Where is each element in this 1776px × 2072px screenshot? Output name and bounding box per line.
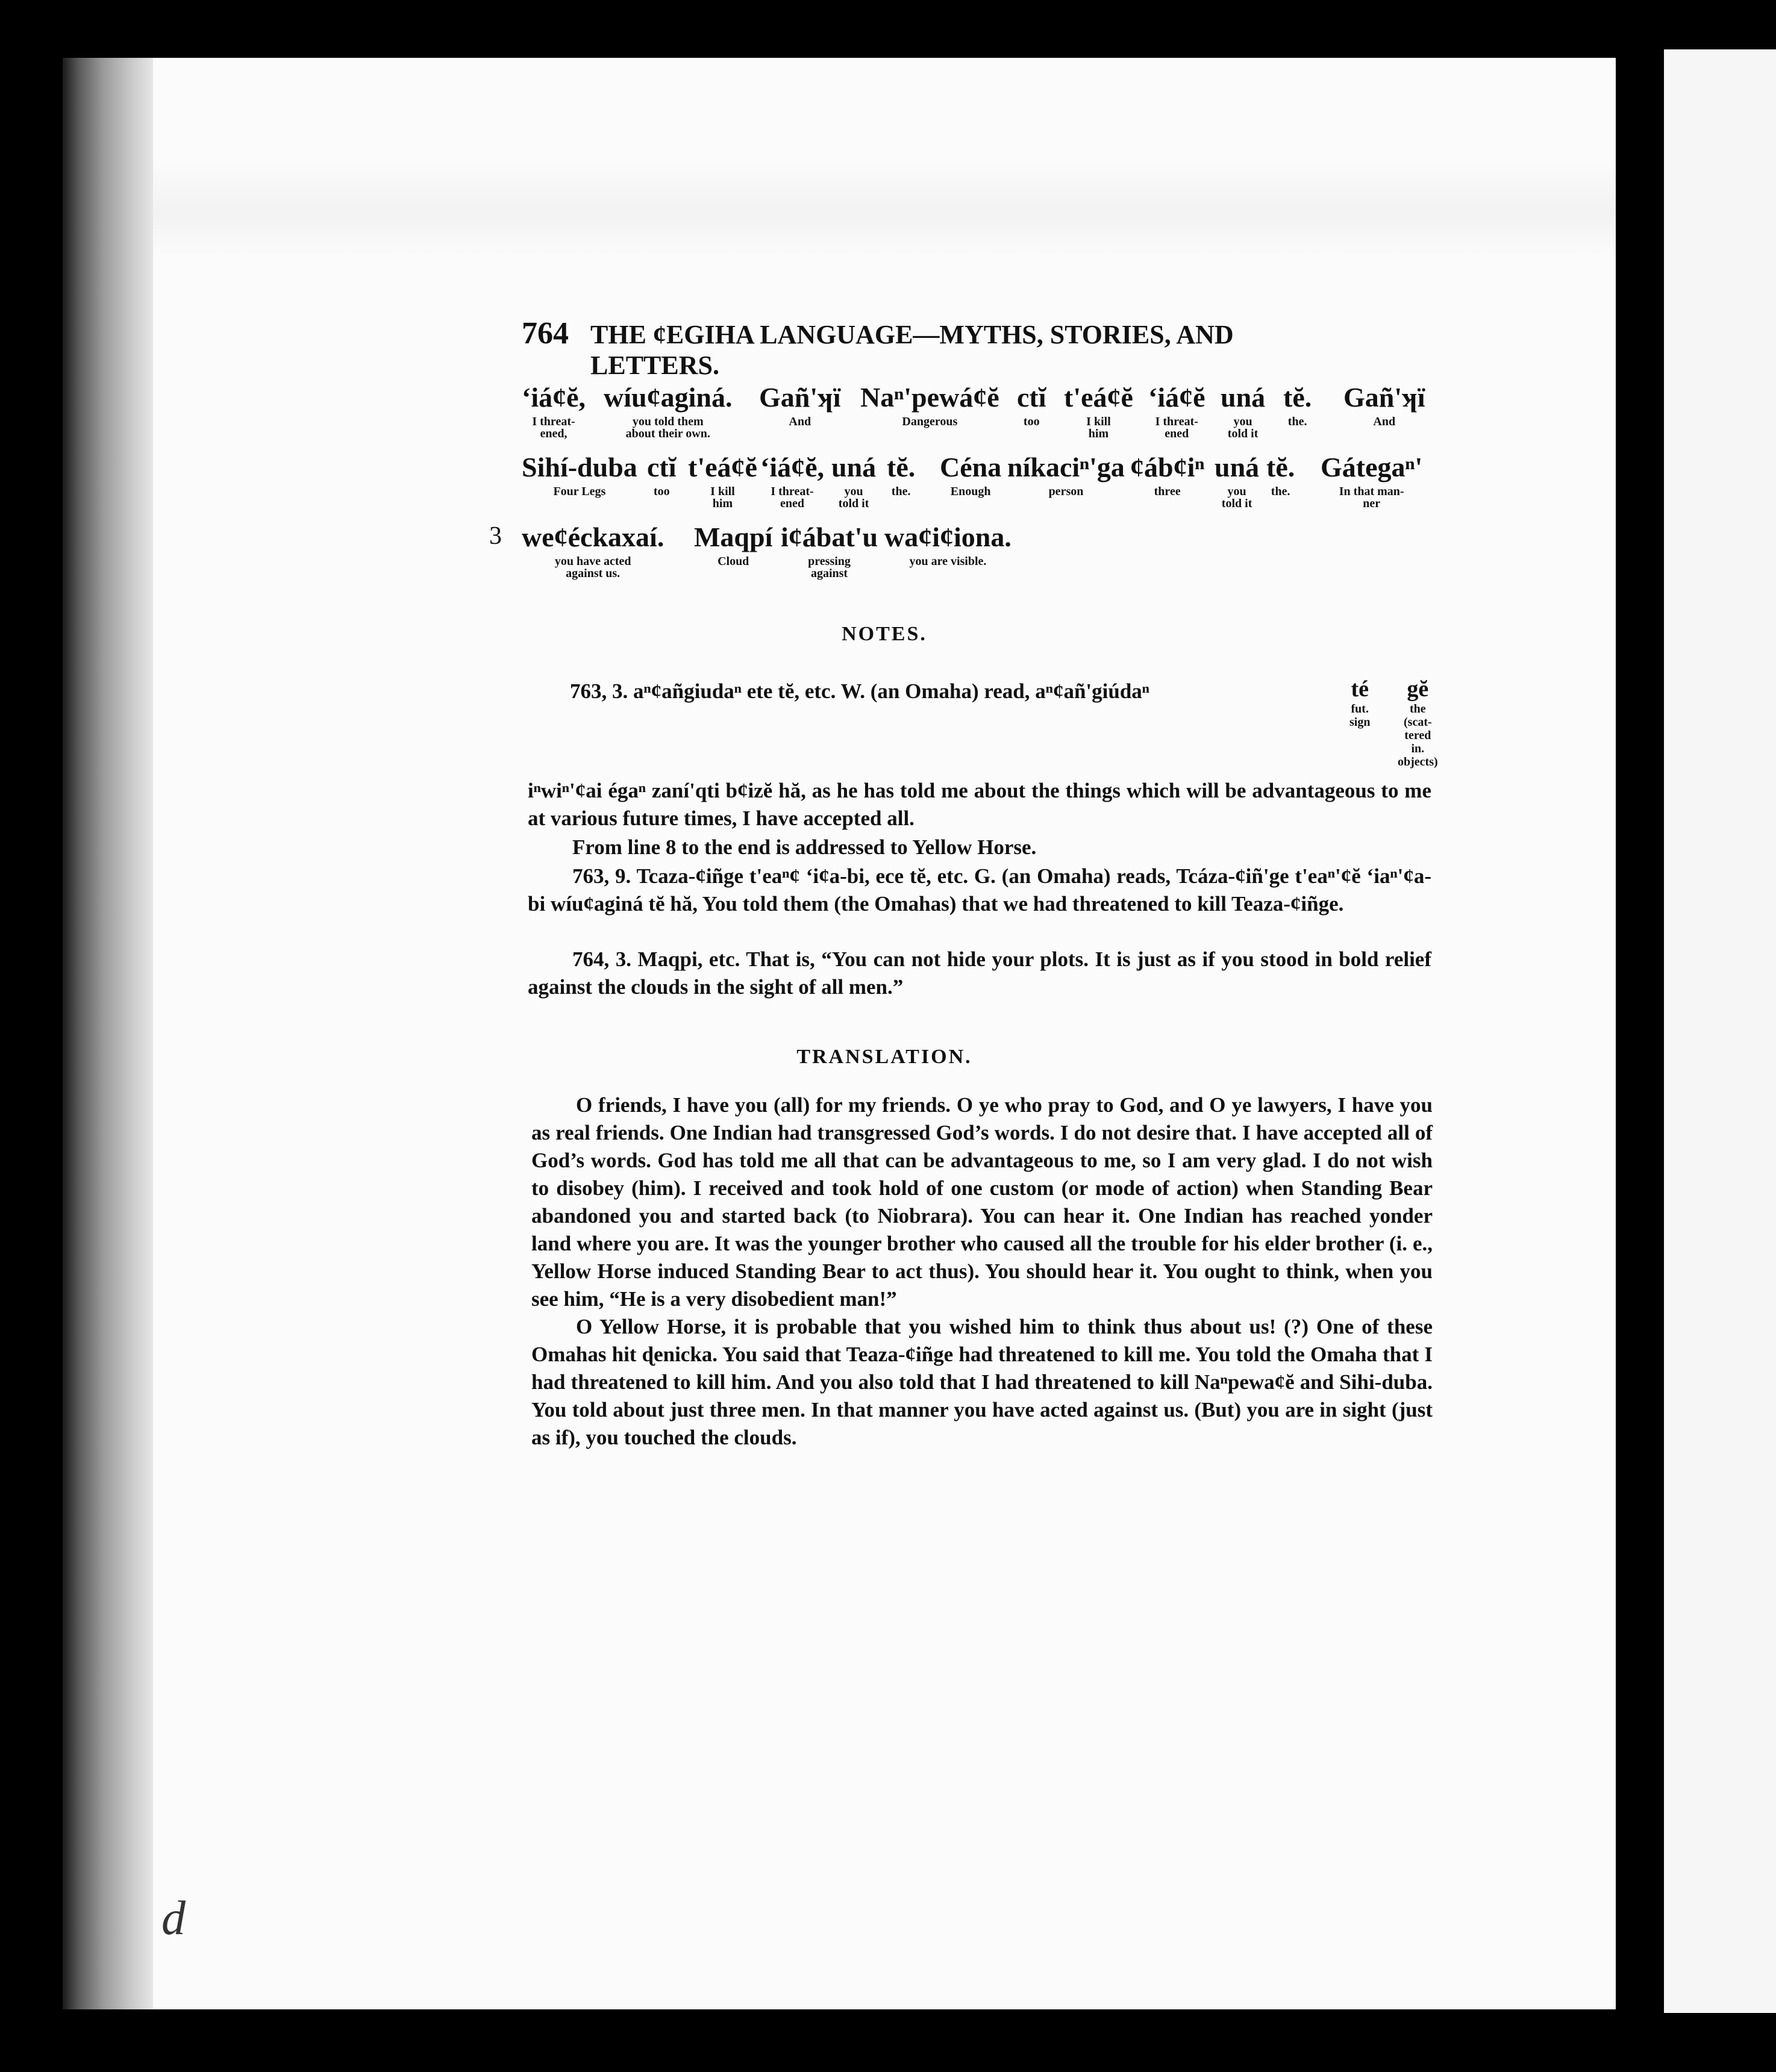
page-gutter bbox=[1630, 49, 1664, 2013]
interlinear-word: uná you told it bbox=[1215, 452, 1260, 510]
translation-paragraph-2: O Yellow Horse, it is probable that you wished him to think thus about us! (?) One of these Omahas hit ɖenicka. You said that Teaza-¢iñge had threatened to kill me. You told the Omaha that I had threatened to kill him. And you also told that I had threatened to kill Naⁿpewa¢ĕ and Sihi-duba. You told about just three men. In that manner you have acted against us. (But) you are in sight (just as if), you touched the clouds. bbox=[531, 1315, 1433, 1449]
note-4 bbox=[528, 946, 1431, 1001]
note-3-text: 763, 9. Tcaza-¢iñge t'eaⁿ¢ ʻi¢a-bi, ece tĕ, etc. G. (an Omaha) reads, Tcáza-¢iñ'ge t'eaⁿ'¢ĕ ʻiaⁿ'¢a-bi wíu¢aginá tĕ hă, You told them (the Omahas) that we had threatened to kill Teaza-¢iñge. bbox=[528, 864, 1431, 916]
interlinear-word: tĕ. the. bbox=[1283, 382, 1312, 428]
interlinear-word: Maqpí Cloud bbox=[694, 522, 773, 568]
note-1-ge: gĕ the (scat- tered in. objects) bbox=[1398, 676, 1438, 769]
interlinear-word: ʻiá¢ĕ I threat- ened bbox=[1148, 382, 1205, 440]
interlinear-word: we¢éckaxaí. you have acted against us. bbox=[522, 522, 664, 580]
interlinear-word: Gañ'ʞï And bbox=[759, 382, 841, 428]
interlinear-word: Sihí-duba Four Legs bbox=[522, 452, 637, 498]
interlinear-word: t'eá¢ĕ I kill him bbox=[1064, 382, 1133, 440]
book-spine bbox=[63, 58, 153, 2009]
margin-pencil-mark: d bbox=[161, 1892, 186, 1945]
interlinear-word: Gañ'ʞï And bbox=[1343, 382, 1425, 428]
interlinear-word: Gátegaⁿ' In that man- ner bbox=[1321, 452, 1423, 510]
interlinear-word: wíu¢aginá. you told them about their own. bbox=[604, 382, 733, 440]
interlinear-word: uná you told it bbox=[831, 452, 877, 510]
running-title: THE ¢EGIHA LANGUAGE—MYTHS, STORIES, AND LETTERS. bbox=[590, 320, 1234, 380]
notes-heading: NOTES. bbox=[842, 623, 927, 645]
interlinear-word: Naⁿ'pewá¢ĕ Dangerous bbox=[860, 382, 999, 428]
interlinear-word: ʻiá¢ĕ, I threat- ened bbox=[760, 452, 825, 510]
note-4-text: 764, 3. Maqpi, etc. That is, “You can not hide your plots. It is just as if you stood in bold relief against the clouds in the sight of all men.” bbox=[528, 947, 1431, 999]
interlinear-line-3 bbox=[522, 522, 1437, 594]
interlinear-line-1 bbox=[522, 382, 1437, 454]
interlinear-word: tĕ. the. bbox=[1266, 452, 1295, 498]
interlinear-word: ¢áb¢iⁿ three bbox=[1130, 452, 1205, 498]
interlinear-word: ʻiá¢ĕ, I threat- ened, bbox=[522, 382, 586, 440]
interlinear-word: ctĭ too bbox=[1017, 382, 1046, 428]
line-number: 3 bbox=[489, 522, 502, 550]
interlinear-line-2 bbox=[522, 452, 1437, 524]
interlinear-word: níkaciⁿ'ga person bbox=[1007, 452, 1125, 498]
note-1-te: té fut. sign bbox=[1349, 676, 1371, 729]
interlinear-word: wa¢i¢iona. you are visible. bbox=[884, 522, 1012, 568]
interlinear-word: ctĭ too bbox=[647, 452, 677, 498]
note-3 bbox=[528, 863, 1431, 918]
interlinear-word: i¢ábat'u pressing against bbox=[781, 522, 878, 580]
interlinear-word: t'eá¢ĕ I kill him bbox=[688, 452, 757, 510]
adjacent-page bbox=[1664, 49, 1776, 2013]
translation-paragraph-1: O friends, I have you (all) for my friends. O ye who pray to God, and O ye lawyers, I have you as real friends. One Indian had transgressed God’s words. I do not desire that. I have accepted all of God’s words. God has told me all that can be advantageous to me, so I am very glad. I do not wish to disobey (him). I received and took hold of one custom (or mode of action) when Standing Bear abandoned you and started back (to Niobrara). You can hear it. One Indian has reached yonder land where you are. It was the younger brother who caused all the trouble for his elder brother (i. e., Yellow Horse induced Standing Bear to act thus). You should hear it. You ought to think, when you see him, “He is a very disobedient man!” bbox=[531, 1093, 1433, 1311]
note-1-text: 763, 3. aⁿ¢añgiudaⁿ ete tĕ, etc. W. (an Omaha) read, aⁿ¢añ'giúdaⁿ bbox=[570, 679, 1149, 703]
note-1-continuation: iⁿwiⁿ'¢ai égaⁿ zaní'qti b¢izĕ hă, as he has told me about the things which will be advantageous to me at various future times, I have accepted all. bbox=[528, 779, 1431, 830]
page-number: 764 bbox=[522, 316, 569, 351]
note-2: From line 8 to the end is addressed to Yellow Horse. bbox=[572, 835, 1037, 859]
translation-heading: TRANSLATION. bbox=[796, 1046, 972, 1068]
interlinear-word: tĕ. the. bbox=[887, 452, 916, 498]
page-stain bbox=[153, 160, 1616, 257]
interlinear-word: Céna Enough bbox=[940, 452, 1002, 498]
running-header bbox=[522, 316, 1359, 381]
interlinear-word: uná you told it bbox=[1221, 382, 1266, 440]
translation-body bbox=[531, 1091, 1433, 1452]
